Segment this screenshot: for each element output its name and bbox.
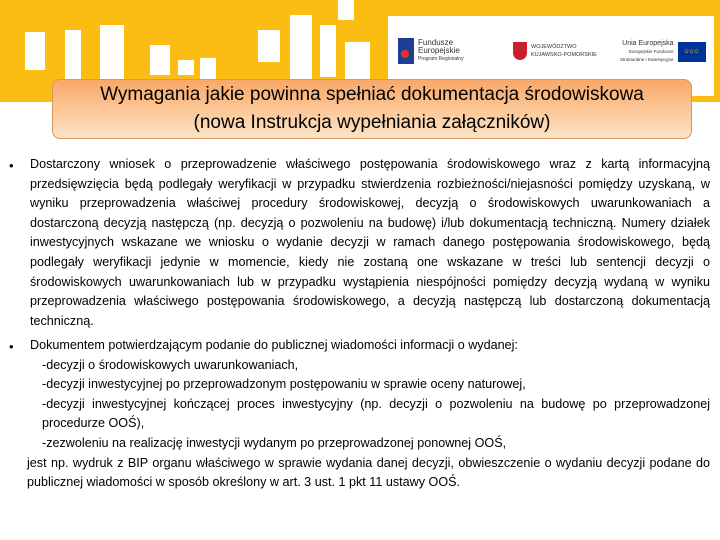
decor-shape: [150, 45, 170, 75]
region-logo-text: WOJEWÓDZTWO: [531, 44, 577, 50]
bullet-paragraph-2: [27, 336, 710, 493]
fe-logo-text: Europejskie: [418, 46, 460, 55]
fe-logo-text: Fundusze: [418, 38, 454, 47]
eu-logo: [620, 40, 706, 64]
bullet-2-item: -zezwoleniu na realizację inwestycji wydanym po przeprowadzonej ponownej OOŚ,: [42, 435, 507, 450]
fe-logo: [398, 38, 464, 64]
eu-logo-text: Unia Europejska: [622, 40, 674, 47]
decor-shape: [320, 25, 336, 77]
bullet-2-outro: jest np. wydruk z BIP organu właściwego w sprawie wydania danej decyzji, obwieszczenie o wydaniu decyzji podane do publicznej wiadomości w sposób określony w art. 3 ust. 1 pkt 11 ustawy OOŚ.: [27, 455, 710, 490]
title-box: [52, 79, 692, 139]
region-logo-text: KUJAWSKO-POMORSKIE: [531, 52, 597, 58]
decor-shape: [25, 32, 45, 70]
eu-logo-text: Strukturalne i Inwestycyjne: [620, 57, 674, 62]
crest-icon: [513, 42, 527, 60]
decor-shape: [258, 30, 280, 62]
bullet-2-item: -decyzji inwestycyjnej kończącej proces inwestycyjny (np. decyzji o pozwoleniu na budowę po przeprowadzonej procedurze OOŚ),: [42, 396, 710, 431]
bullet-paragraph-1: Dostarczony wniosek o przeprowadzenie właściwego postępowania środowiskowego wraz z kartą informacyjną przedsięwzięcia będą podlegały weryfikacji w przypadku stwierdzenia rozbieżności/niejasności pomiędzy uzyskaną, w wyniku przeprowadzenia właściwej procedury środowiskowej, decyzją o środowiskowych uwarunkowaniach a dostarczoną decyzją następczą (np. decyzją o pozwoleniu na budowę) i/lub dokumentacją techniczną. Numery działek inwestycyjnych wskazane we wniosku o wydanie decyzji w ramach danego postępowania środowiskowego, będą podlegały weryfikacji jedynie w momencie, kiedy nie zostaną one wskazane w treści lub sentencji decyzji o środowiskowych uwarunkowaniach lub w przypadku wystąpienia niespójności pomiędzy decyzją wydaną w wyniku przeprowadzenia właściwego postępowania środowiskowego, a decyzją następczą lub dostarczoną dokumentacją techniczną.: [30, 157, 710, 328]
fe-flag-icon: [398, 38, 414, 64]
bullet-2-item: -decyzji o środowiskowych uwarunkowaniach,: [42, 357, 299, 372]
region-logo: [513, 42, 597, 60]
decor-shape: [178, 60, 194, 75]
fe-logo-text: Program Regionalny: [418, 56, 464, 62]
eu-flag-icon: ✩✩✩: [678, 42, 706, 62]
slide-title-line2: (nowa Instrukcja wypełniania załączników): [193, 112, 551, 133]
decor-shape: [338, 0, 354, 20]
bullet-icon: •: [9, 339, 14, 354]
bullet-icon: •: [9, 158, 14, 173]
eu-logo-text: Europejskie Fundusze: [629, 49, 674, 54]
bullet-2-item: -decyzji inwestycyjnej po przeprowadzonym postępowaniu w sprawie oceny naturowej,: [42, 377, 526, 392]
slide-title-line1: Wymagania jakie powinna spełniać dokumentacja środowiskowa: [100, 84, 644, 105]
bullet-2-intro: Dokumentem potwierdzającym podanie do publicznej wiadomości informacji o wydanej:: [30, 338, 518, 352]
